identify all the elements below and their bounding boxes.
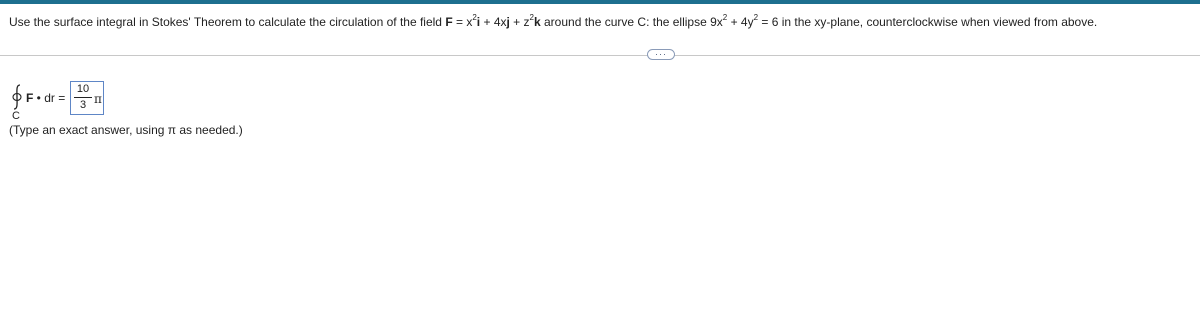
question-part4: = 6 in the xy-plane, counterclockwise when viewed from above. [758, 15, 1098, 29]
answer-input[interactable] [70, 81, 104, 115]
field-symbol: F [445, 15, 453, 29]
answer-hint: (Type an exact answer, using π as needed.) [9, 123, 243, 137]
curve-subscript: C [12, 110, 20, 122]
more-options-button[interactable]: ··· [647, 49, 675, 60]
fraction-numerator: 10 [76, 83, 90, 95]
section-divider [0, 49, 1200, 63]
pi-symbol: π [94, 92, 102, 106]
field-symbol: F [26, 91, 34, 105]
fraction-denominator: 3 [79, 99, 87, 111]
question-text [9, 13, 1097, 31]
integral-expression [26, 91, 65, 105]
question-eq1: = x [452, 15, 473, 29]
question-part1: Use the surface integral in Stokes' Theorem to calculate the circulation of the field [9, 15, 446, 29]
exponent: 2 [529, 13, 534, 22]
unit-vector-i: i [476, 15, 481, 29]
contour-integral-icon [9, 83, 25, 111]
question-part3: + 4y [727, 15, 754, 29]
question-plus2: + z [509, 15, 530, 29]
exponent: 2 [472, 13, 477, 22]
unit-vector-k: k [533, 15, 541, 29]
top-accent-bar [0, 0, 1200, 4]
integral-rest: • dr = [33, 91, 66, 105]
answer-fraction [74, 83, 92, 112]
question-part2: around the curve C: the ellipse 9x [540, 15, 723, 29]
exponent: 2 [753, 13, 759, 22]
unit-vector-j: j [506, 15, 510, 29]
divider-line [0, 55, 1200, 56]
question-plus1: + 4x [480, 15, 507, 29]
fraction-bar [74, 97, 92, 98]
exponent: 2 [722, 13, 728, 22]
